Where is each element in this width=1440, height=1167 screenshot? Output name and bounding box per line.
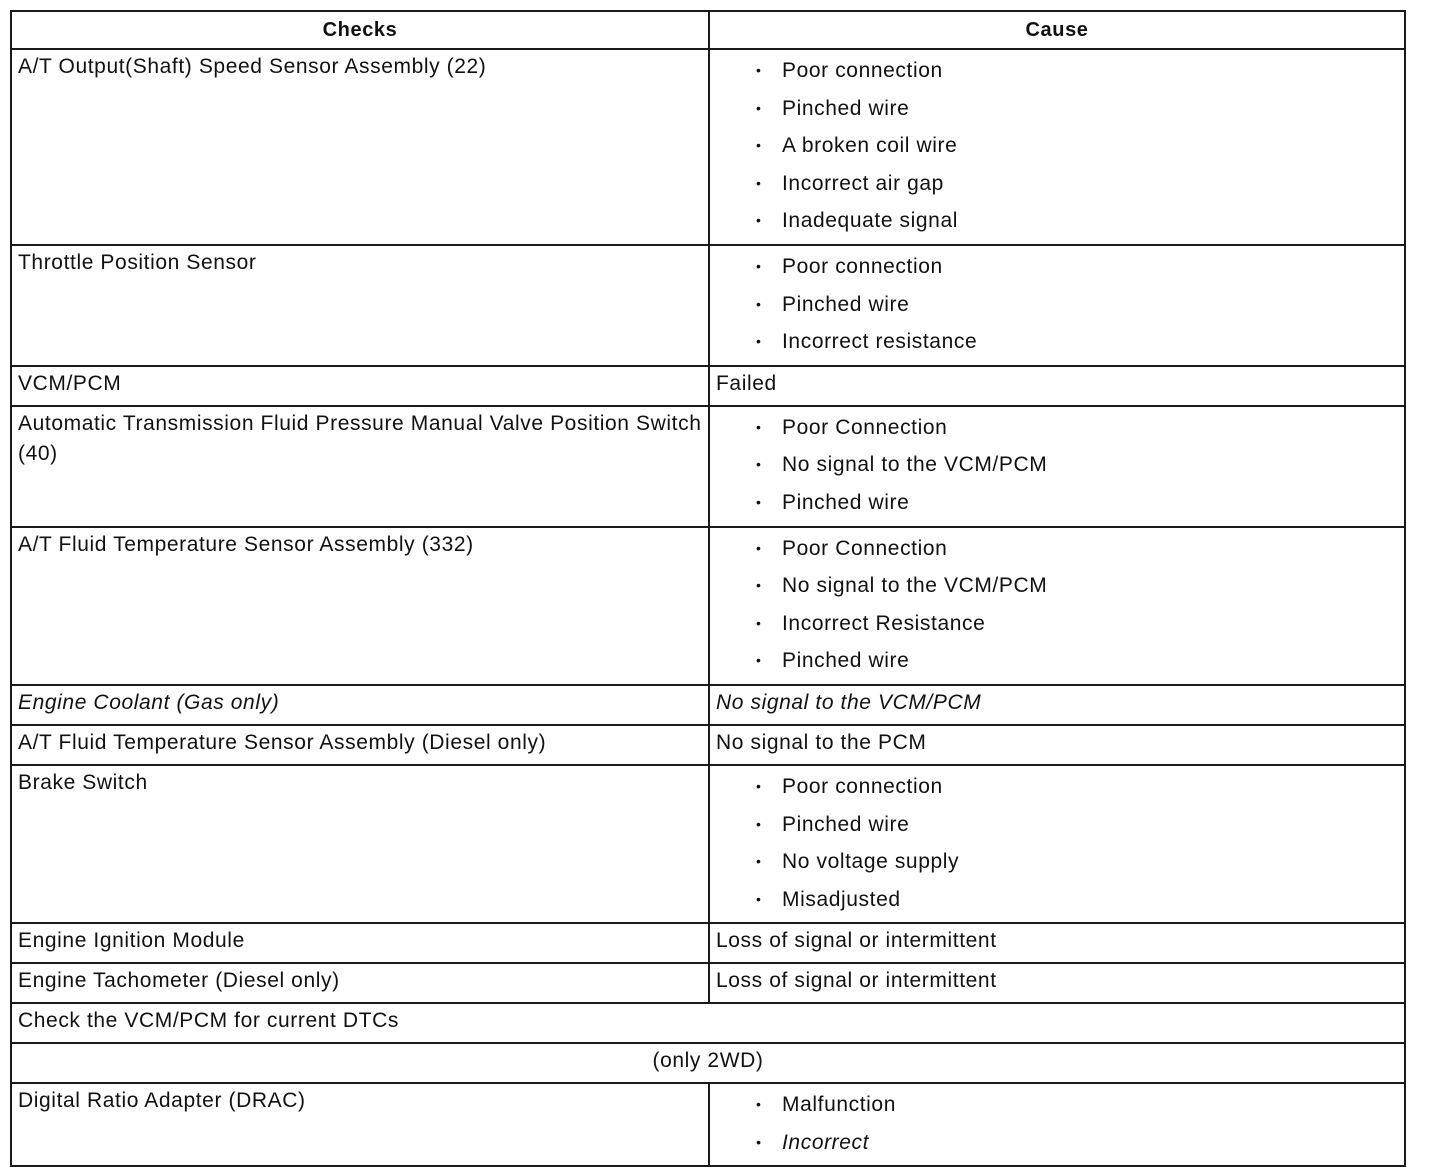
header-row	[11, 11, 1405, 49]
cause-cell: Loss of signal or intermittent	[709, 923, 1405, 963]
cause-list	[716, 52, 1398, 240]
cause-item: • Incorrect resistance	[756, 323, 1398, 361]
check-cell: Engine Coolant (Gas only)	[11, 685, 709, 725]
cause-item: • Poor Connection	[756, 530, 1398, 568]
check-cell: Digital Ratio Adapter (DRAC)	[11, 1083, 709, 1166]
cause-list	[716, 1086, 1398, 1161]
table-row	[11, 1083, 1405, 1166]
cause-list	[716, 409, 1398, 522]
cause-cell	[709, 245, 1405, 366]
cause-item: • Pinched wire	[756, 90, 1398, 128]
table-row	[11, 366, 1405, 406]
table-row	[11, 923, 1405, 963]
cause-item: • No voltage supply	[756, 843, 1398, 881]
cause-item: • Pinched wire	[756, 642, 1398, 680]
cause-item: • Poor connection	[756, 248, 1398, 286]
table-row	[11, 1043, 1405, 1083]
cause-cell: No signal to the PCM	[709, 725, 1405, 765]
cause-cell	[709, 1083, 1405, 1166]
cause-item: • Incorrect	[756, 1124, 1398, 1162]
cause-list	[716, 248, 1398, 361]
cause-item: • Inadequate signal	[756, 202, 1398, 240]
check-cell: Automatic Transmission Fluid Pressure Manual Valve Position Switch (40)	[11, 406, 709, 527]
table-row	[11, 49, 1405, 245]
check-cell: Engine Tachometer (Diesel only)	[11, 963, 709, 1003]
cause-item: • Pinched wire	[756, 806, 1398, 844]
table-row	[11, 765, 1405, 923]
cause-item: • Incorrect Resistance	[756, 605, 1398, 643]
cause-item: • Misadjusted	[756, 881, 1398, 919]
cause-cell	[709, 49, 1405, 245]
diagnostic-table	[10, 10, 1406, 1167]
cause-item: • Poor connection	[756, 768, 1398, 806]
table-row	[11, 963, 1405, 1003]
check-cell: Brake Switch	[11, 765, 709, 923]
cause-list	[716, 768, 1398, 918]
table-row	[11, 245, 1405, 366]
check-cell: A/T Fluid Temperature Sensor Assembly (332)	[11, 527, 709, 685]
cause-item: • Poor connection	[756, 52, 1398, 90]
check-cell: VCM/PCM	[11, 366, 709, 406]
header-cause: Cause	[709, 11, 1405, 49]
cause-cell	[709, 406, 1405, 527]
cause-item: • Incorrect air gap	[756, 165, 1398, 203]
cause-item: • No signal to the VCM/PCM	[756, 446, 1398, 484]
check-cell: A/T Fluid Temperature Sensor Assembly (Diesel only)	[11, 725, 709, 765]
cause-item: • Pinched wire	[756, 286, 1398, 324]
table-row	[11, 527, 1405, 685]
full-width-note: Check the VCM/PCM for current DTCs	[11, 1003, 1405, 1043]
cause-cell: No signal to the VCM/PCM	[709, 685, 1405, 725]
section-note: (only 2WD)	[11, 1043, 1405, 1083]
cause-cell	[709, 527, 1405, 685]
check-cell: Throttle Position Sensor	[11, 245, 709, 366]
header-checks: Checks	[11, 11, 709, 49]
check-cell: A/T Output(Shaft) Speed Sensor Assembly (22)	[11, 49, 709, 245]
cause-cell: Failed	[709, 366, 1405, 406]
cause-item: • Poor Connection	[756, 409, 1398, 447]
cause-item: • Malfunction	[756, 1086, 1398, 1124]
check-cell: Engine Ignition Module	[11, 923, 709, 963]
table-row	[11, 725, 1405, 765]
table-row	[11, 1003, 1405, 1043]
cause-list	[716, 530, 1398, 680]
table-row	[11, 685, 1405, 725]
cause-item: • A broken coil wire	[756, 127, 1398, 165]
cause-cell	[709, 765, 1405, 923]
cause-cell: Loss of signal or intermittent	[709, 963, 1405, 1003]
cause-item: • No signal to the VCM/PCM	[756, 567, 1398, 605]
cause-item: • Pinched wire	[756, 484, 1398, 522]
table-row	[11, 406, 1405, 527]
